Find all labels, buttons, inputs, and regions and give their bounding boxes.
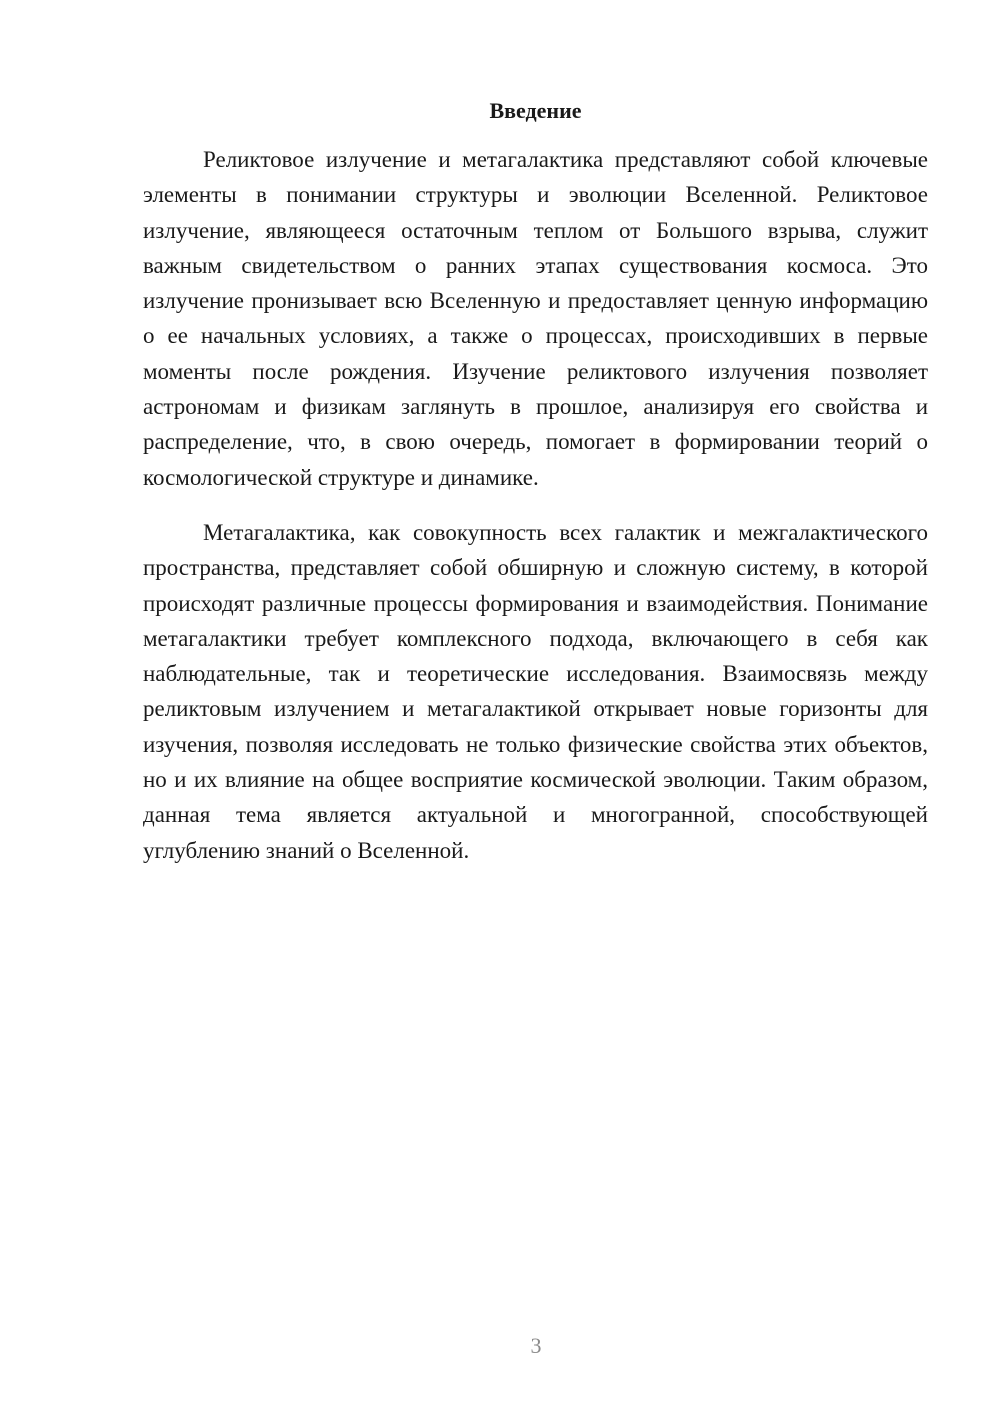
paragraph-1: Реликтовое излучение и метагалактика представляют собой ключевые элементы в понимании структуры и эволюции Вселенной. Реликтовое излучение, являющееся остаточным теплом от Большого взрыва, служит важным свидетельством о ранних этапах существования космоса. Это излучение пронизывает всю Вселенную и предоставляет ценную информацию о ее начальных условиях, а также о процессах, происходивших в первые моменты после рождения. Изучение реликтового излучения позволяет астрономам и физикам заглянуть в прошлое, анализируя его свойства и распределение, что, в свою очередь, помогает в формировании теорий о космологической структуре и динамике. bbox=[143, 147, 928, 490]
paragraph-2: Метагалактика, как совокупность всех галактик и межгалактического пространства, представляет собой обширную и сложную систему, в которой происходят различные процессы формирования и взаимодействия. Понимание метагалактики требует комплексного подхода, включающего в себя как наблюдательные, так и теоретические исследования. Взаимосвязь между реликтовым излучением и метагалактикой открывает новые горизонты для изучения, позволяя исследовать не только физические свойства этих объектов, но и их влияние на общее восприятие космической эволюции. Таким образом, данная тема является актуальной и многогранной, способствующей углублению знаний о Вселенной. bbox=[143, 519, 928, 863]
body-text bbox=[143, 142, 928, 888]
section-heading: Введение bbox=[489, 98, 582, 123]
page-number: 3 bbox=[530, 1333, 542, 1358]
